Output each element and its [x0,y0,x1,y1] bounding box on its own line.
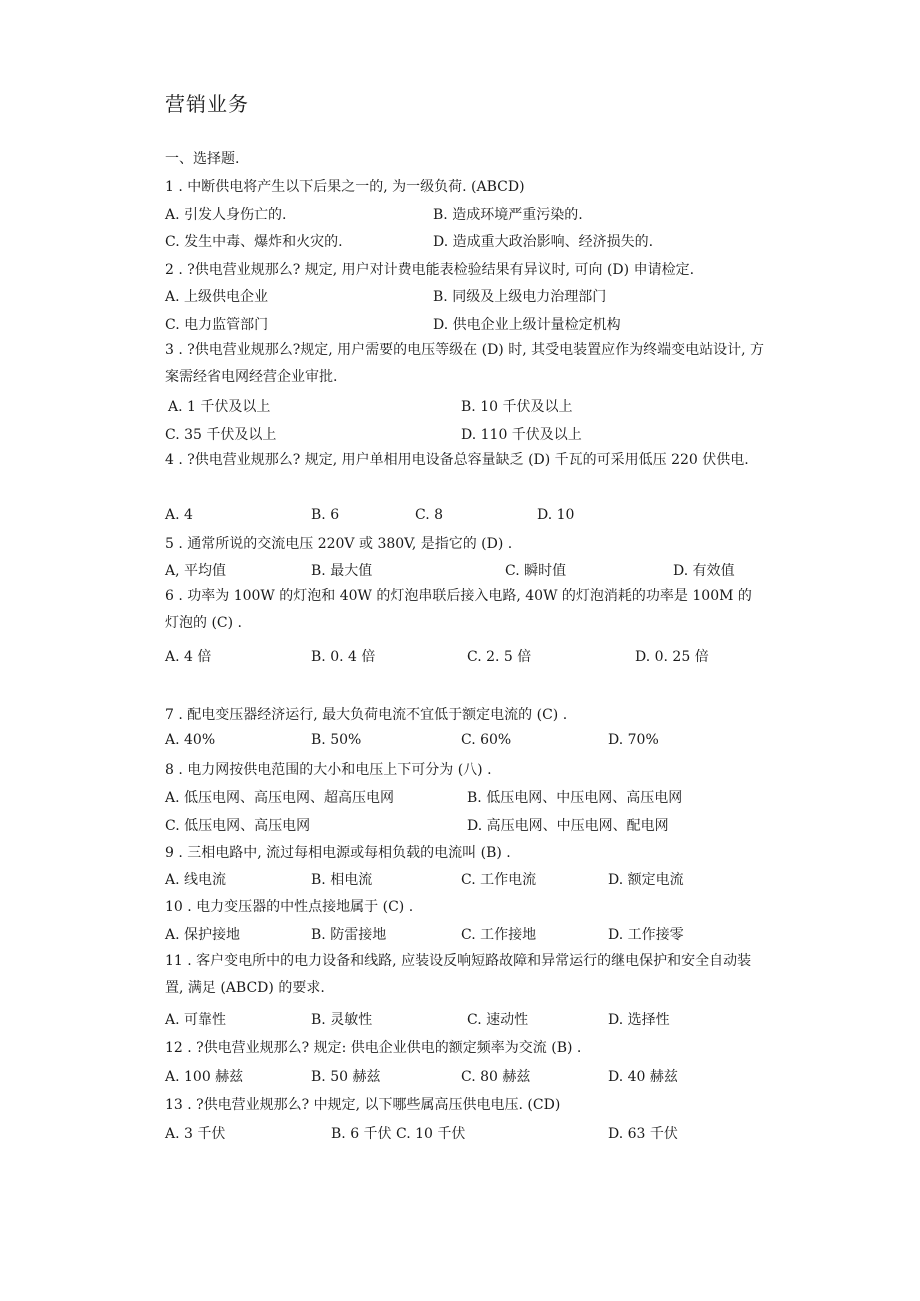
question-3-stem: 3 . ?供电营业规那么?规定, 用户需要的电压等级在 (D) 时, 其受电装置应作为终端变电站设计, 方案需经省电网经营企业审批. [165,342,765,385]
q9-option-b: B. 相电流 [311,872,373,888]
q6-option-d: D. 0. 25 倍 [635,649,709,665]
question-4-stem: 4 . ?供电营业规那么? 规定, 用户单相用电设备总容量缺乏 (D) 千瓦的可采用低压 220 伏供电. [165,452,749,468]
q6-option-b: B. 0. 4 倍 [311,649,376,665]
q9-option-c: C. 工作电流 [461,872,537,888]
question-5-stem: 5 . 通常所说的交流电压 220V 或 380V, 是指它的 (D) . [165,536,513,552]
question-2-stem: 2 . ?供电营业规那么? 规定, 用户对计费电能表检验结果有异议时, 可向 (D) 申请检定. [165,262,695,278]
q13-option-d: D. 63 千伏 [608,1126,678,1142]
q6-option-a: A. 4 倍 [165,649,212,665]
q11-option-a: A. 可靠性 [165,1012,227,1028]
question-11-stem: 11 . 客户变电所中的电力设备和线路, 应装设反响短路故障和异常运行的继电保护和安全自动装置, 满足 (ABCD) 的要求. [165,953,752,996]
question-10-stem: 10 . 电力变压器的中性点接地属于 (C) . [165,899,414,915]
q12-option-a: A. 100 赫兹 [165,1069,244,1085]
section-heading: 一、选择题. [165,151,240,167]
q13-option-bc: B. 6 千伏 C. 10 千伏 [331,1126,466,1142]
q4-option-c: C. 8 [415,507,444,523]
q2-option-d: D. 供电企业上级计量检定机构 [433,317,621,333]
q11-option-d: D. 选择性 [608,1012,670,1028]
question-12-stem: 12 . ?供电营业规那么? 规定: 供电企业供电的额定频率为交流 (B) . [165,1040,582,1056]
q9-option-d: D. 额定电流 [608,872,684,888]
q7-option-d: D. 70% [608,732,659,748]
question-13-stem: 13 . ?供电营业规那么? 中规定, 以下哪些属高压供电电压. (CD) [165,1097,561,1113]
q4-option-d: D. 10 [537,507,575,523]
q11-option-c: C. 速动性 [467,1012,529,1028]
q10-option-d: D. 工作接零 [608,927,684,943]
q11-option-b: B. 灵敏性 [311,1012,373,1028]
q10-option-b: B. 防雷接地 [311,927,387,943]
q8-option-c: C. 低压电网、高压电网 [165,818,311,834]
q3-option-a: A. 1 千伏及以上 [168,399,271,415]
q4-option-a: A. 4 [165,507,193,523]
question-1-stem: 1 . 中断供电将产生以下后果之一的, 为一级负荷. (ABCD) [165,179,525,195]
question-8-stem: 8 . 电力网按供电范围的大小和电压上下可分为 (八) . [165,762,492,778]
q8-option-a: A. 低压电网、高压电网、超高压电网 [165,790,395,806]
q7-option-c: C. 60% [461,732,512,748]
q1-option-d: D. 造成重大政治影响、经济损失的. [433,234,654,250]
q13-option-a: A. 3 千伏 [165,1126,226,1142]
page-title: 营销业务 [165,92,249,116]
q10-option-a: A. 保护接地 [165,927,241,943]
q3-option-c: C. 35 千伏及以上 [165,427,277,443]
q12-option-d: D. 40 赫兹 [608,1069,678,1085]
q6-option-c: C. 2. 5 倍 [467,649,532,665]
question-7-stem: 7 . 配电变压器经济运行, 最大负荷电流不宜低于额定电流的 (C) . [165,707,568,723]
q1-option-b: B. 造成环境严重污染的. [433,207,583,223]
q3-option-b: B. 10 千伏及以上 [461,399,573,415]
q5-option-b: B. 最大值 [311,563,373,579]
q2-option-a: A. 上级供电企业 [165,289,269,305]
q1-option-c: C. 发生中毒、爆炸和火灾的. [165,234,343,250]
q10-option-c: C. 工作接地 [461,927,537,943]
q3-option-d: D. 110 千伏及以上 [461,427,582,443]
q2-option-b: B. 同级及上级电力治理部门 [433,289,607,305]
q7-option-a: A. 40% [165,732,216,748]
question-6-stem: 6 . 功率为 100W 的灯泡和 40W 的灯泡串联后接入电路, 40W 的灯泡消耗的功率是 100M 的灯泡的 (C) . [165,588,752,631]
q4-option-b: B. 6 [311,507,340,523]
q2-option-c: C. 电力监管部门 [165,317,269,333]
q9-option-a: A. 线电流 [165,872,227,888]
question-9-stem: 9 . 三相电路中, 流过每相电源或每相负载的电流叫 (B) . [165,845,511,861]
q8-option-d: D. 高压电网、中压电网、配电网 [467,818,669,834]
q5-option-a: A, 平均值 [165,563,227,579]
q1-option-a: A. 引发人身伤亡的. [165,207,287,223]
q7-option-b: B. 50% [311,732,362,748]
q5-option-c: C. 瞬时值 [505,563,567,579]
q12-option-c: C. 80 赫兹 [461,1069,531,1085]
q8-option-b: B. 低压电网、中压电网、高压电网 [467,790,683,806]
q5-option-d: D. 有效值 [673,563,735,579]
q12-option-b: B. 50 赫兹 [311,1069,381,1085]
